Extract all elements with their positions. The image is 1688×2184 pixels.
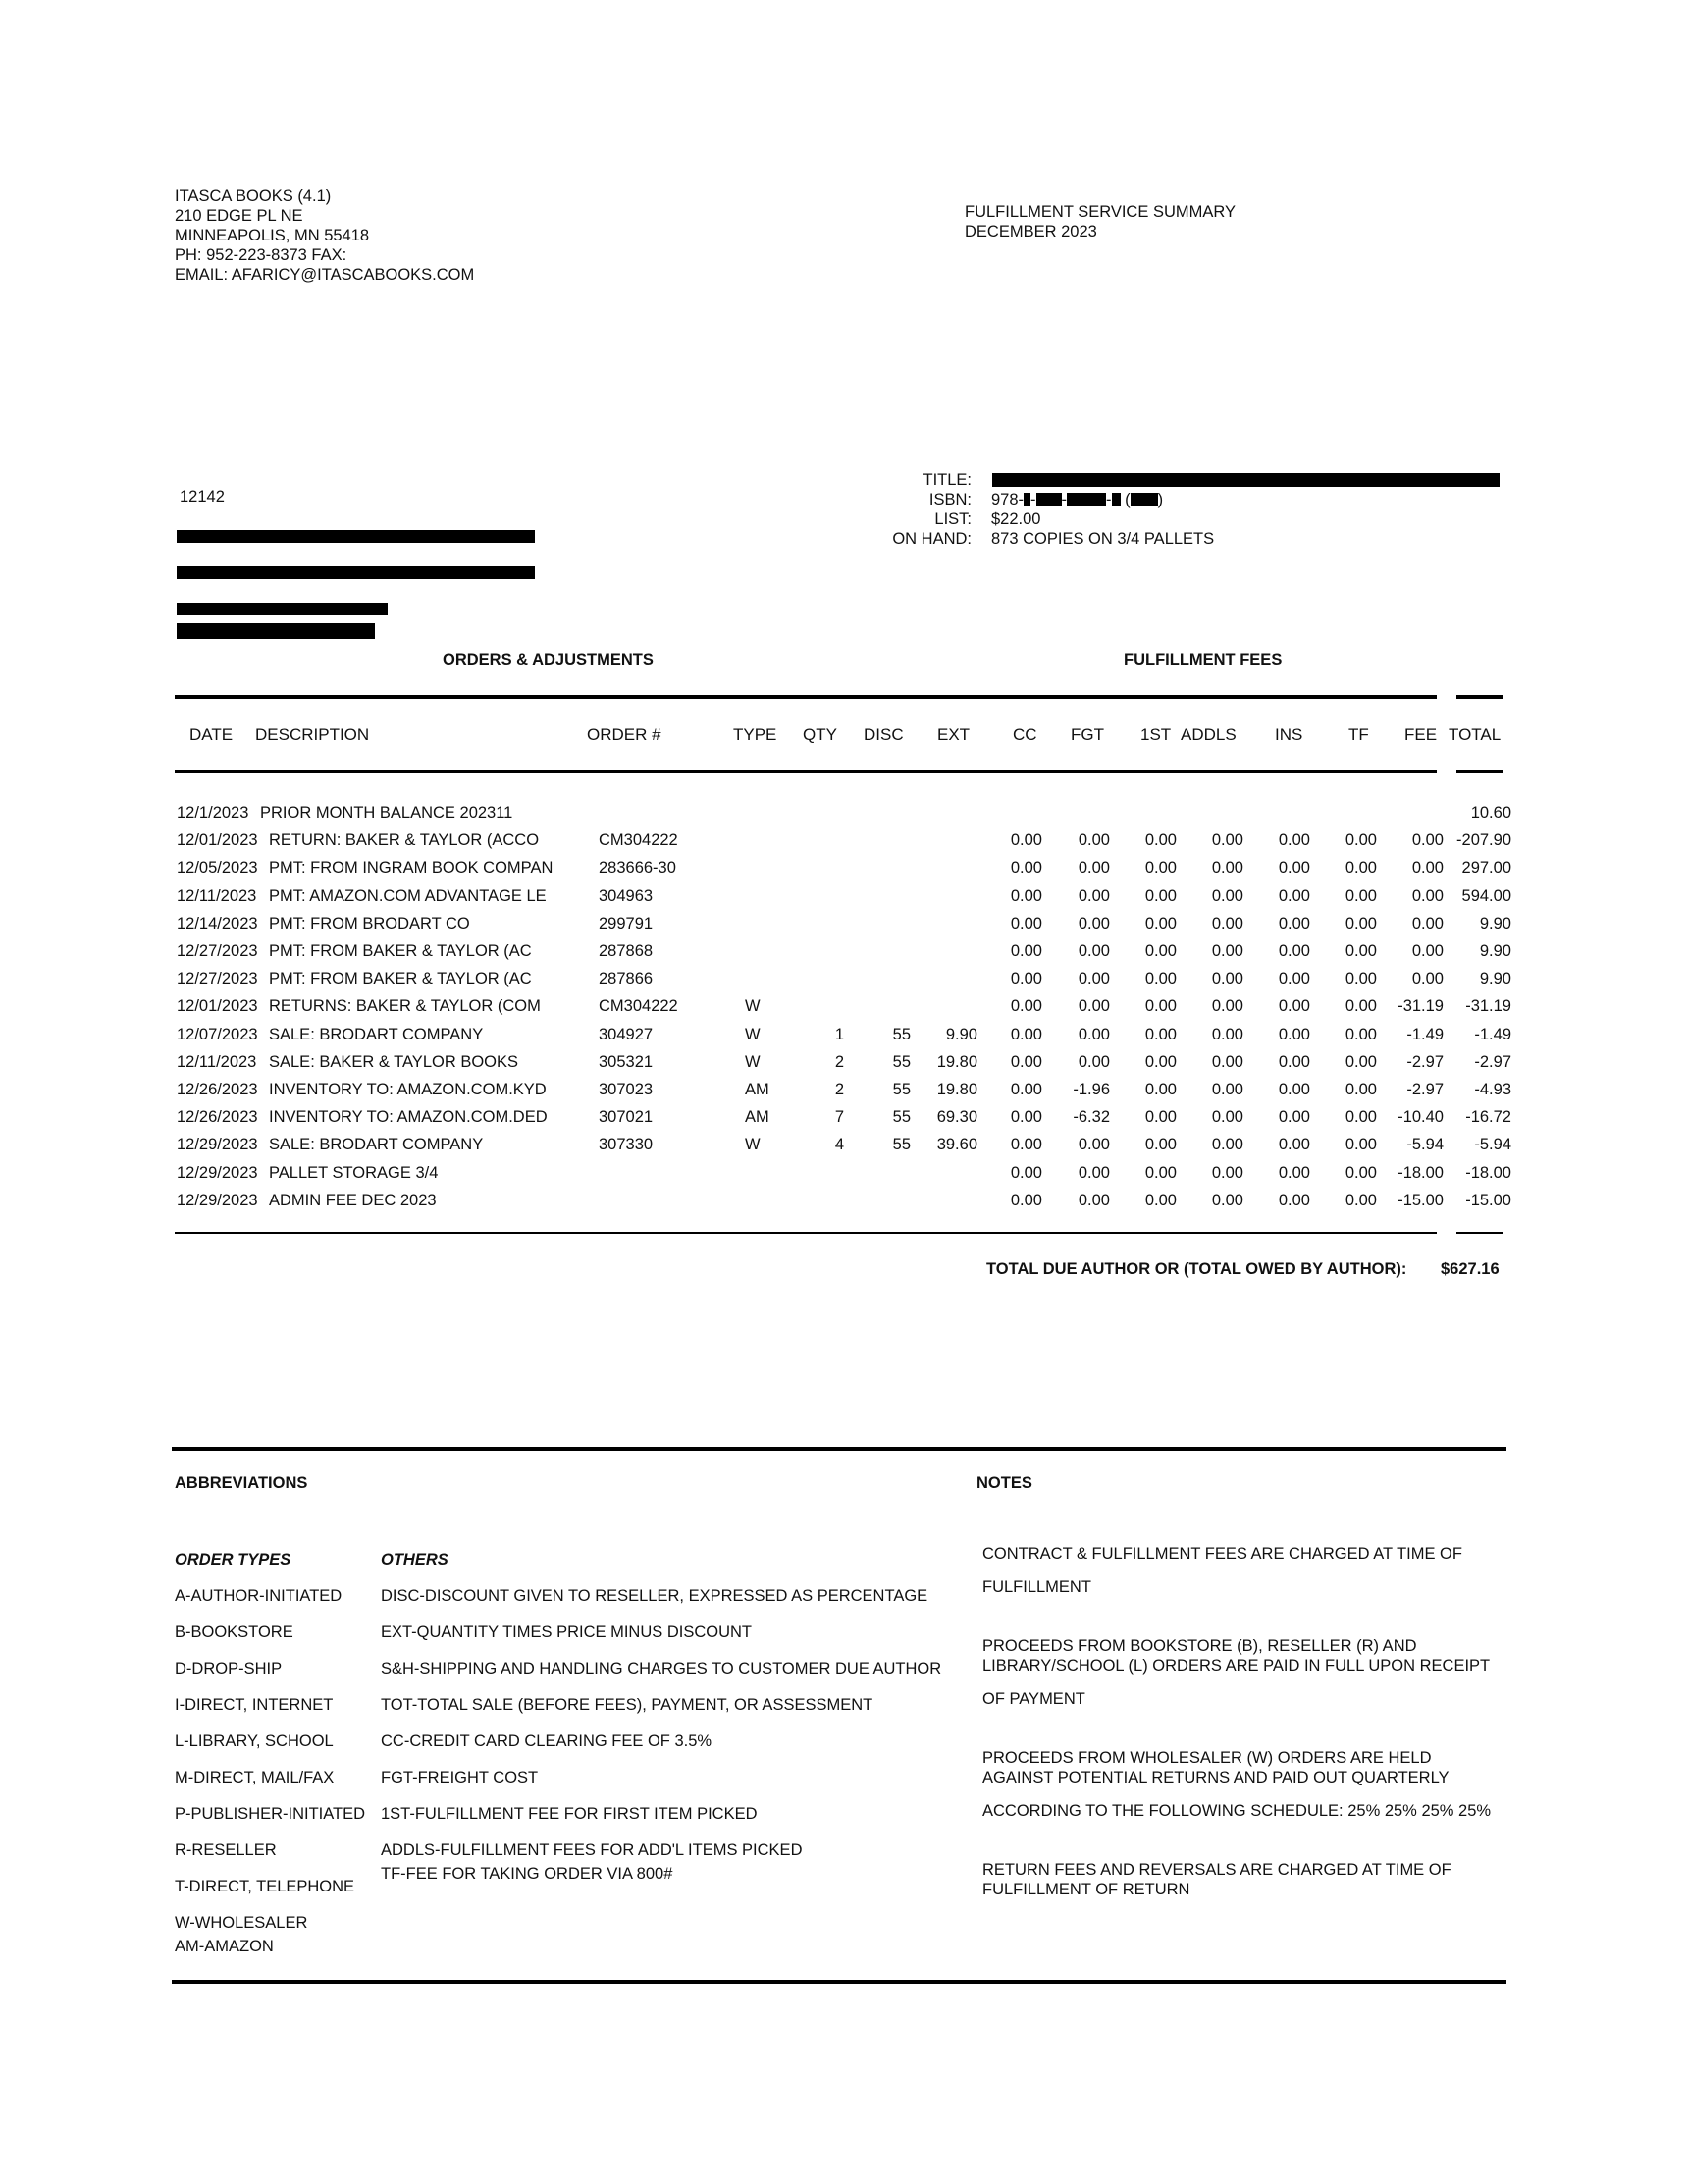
cell-disc: 55 (892, 1108, 911, 1127)
col-description: DESCRIPTION (255, 725, 370, 744)
cell-date: 12/05/2023 (177, 859, 258, 878)
cell-ext: 19.80 (936, 1081, 977, 1098)
cell-order: CM304222 (599, 831, 678, 850)
cell-fgt: 0.00 (1078, 970, 1110, 988)
order-type-item: P-PUBLISHER-INITIATED (175, 1805, 366, 1823)
redacted-address-line-2 (177, 566, 535, 579)
cell-disc: 55 (892, 1052, 911, 1071)
col-ext: EXT (937, 725, 971, 744)
col-date: DATE (189, 725, 234, 744)
col-disc: DISC (864, 725, 904, 744)
cell-desc: ADMIN FEE DEC 2023 (269, 1191, 437, 1209)
table-top-rule (175, 695, 1437, 699)
redacted-title (992, 473, 1500, 487)
cell-addls: 0.00 (1211, 1136, 1243, 1154)
order-type-item: R-RESELLER (175, 1841, 277, 1859)
cell-fee: -31.19 (1398, 997, 1444, 1016)
cell-addls: 0.00 (1211, 831, 1243, 850)
cell-cc: 0.00 (1010, 1052, 1042, 1071)
order-type-item: W-WHOLESALER (175, 1914, 308, 1932)
order-type-item: D-DROP-SHIP (175, 1660, 283, 1678)
orders-adjustments-heading: ORDERS & ADJUSTMENTS (443, 651, 654, 668)
cell-cc: 0.00 (1010, 1081, 1042, 1098)
cell-cc: 0.00 (1010, 1136, 1042, 1154)
cell-fgt: 0.00 (1078, 1163, 1110, 1182)
redacted-isbn-check (1112, 493, 1121, 506)
table-row (0, 1135, 1688, 1162)
cell-cc: 0.00 (1010, 914, 1042, 932)
company-name: ITASCA BOOKS (4.1) (175, 187, 332, 205)
cell-addls: 0.00 (1211, 1163, 1243, 1182)
cell-total: -4.93 (1474, 1081, 1511, 1098)
col-ins: INS (1275, 725, 1303, 744)
cell-addls: 0.00 (1211, 859, 1243, 878)
account-number: 12142 (180, 488, 225, 506)
cell-ext: 69.30 (936, 1108, 977, 1127)
cell-first: 0.00 (1144, 942, 1177, 960)
cell-order: 283666-30 (599, 859, 676, 878)
table-bottom-rule-total (1456, 1232, 1503, 1234)
cell-tf: 0.00 (1345, 886, 1377, 905)
cell-tf: 0.00 (1345, 859, 1377, 878)
cell-fgt: 0.00 (1078, 831, 1110, 850)
cell-order: 305321 (599, 1052, 654, 1071)
report-header (965, 202, 1236, 241)
table-row (0, 1052, 1688, 1080)
cell-type: W (745, 1136, 761, 1154)
others-item: CC-CREDIT CARD CLEARING FEE OF 3.5% (381, 1732, 712, 1750)
cell-first: 0.00 (1144, 1025, 1177, 1043)
cell-tf: 0.00 (1345, 942, 1377, 960)
cell-order: 307330 (599, 1136, 654, 1154)
cell-qty: 7 (834, 1108, 844, 1127)
table-row (0, 1080, 1688, 1107)
cell-first: 0.00 (1144, 997, 1177, 1016)
cell-desc: SALE: BAKER & TAYLOR BOOKS (269, 1052, 519, 1071)
redacted-isbn-group-3 (1067, 493, 1106, 506)
isbn-value: 978- - - - ( ) (991, 491, 1164, 508)
table-top-rule-total (1456, 695, 1503, 699)
cell-date: 12/26/2023 (177, 1108, 258, 1127)
redacted-isbn-group-1 (1024, 493, 1030, 506)
cell-desc: PMT: FROM INGRAM BOOK COMPAN (269, 859, 554, 878)
cell-first: 0.00 (1144, 886, 1177, 905)
cell-cc: 0.00 (1010, 1163, 1042, 1182)
cell-addls: 0.00 (1211, 1052, 1243, 1071)
note-line: PROCEEDS FROM BOOKSTORE (B), RESELLER (R) AND (982, 1637, 1417, 1655)
report-title: FULFILLMENT SERVICE SUMMARY (965, 203, 1236, 221)
note-line: OF PAYMENT (982, 1690, 1085, 1708)
cell-tf: 0.00 (1345, 1052, 1377, 1071)
cell-total: -5.94 (1474, 1136, 1511, 1154)
cell-ins: 0.00 (1278, 886, 1310, 905)
list-label: LIST: (934, 510, 972, 528)
cell-date: 12/27/2023 (177, 970, 258, 988)
cell-date: 12/11/2023 (177, 886, 257, 905)
company-address (175, 186, 474, 285)
notes-heading: NOTES (976, 1474, 1032, 1492)
cell-addls: 0.00 (1211, 970, 1243, 988)
cell-fee: 0.00 (1411, 914, 1444, 932)
cell-addls: 0.00 (1211, 942, 1243, 960)
cell-fgt: 0.00 (1078, 942, 1110, 960)
cell-type: AM (745, 1108, 769, 1127)
fulfillment-fees-heading: FULFILLMENT FEES (1124, 651, 1283, 668)
cell-desc: RETURN: BAKER & TAYLOR (ACCO (269, 831, 540, 850)
cell-first: 0.00 (1144, 914, 1177, 932)
cell-desc: PALLET STORAGE 3/4 (269, 1163, 439, 1182)
cell-first: 0.00 (1144, 1136, 1177, 1154)
cell-cc: 0.00 (1010, 1108, 1042, 1127)
cell-qty: 4 (834, 1136, 844, 1154)
col-order: ORDER # (587, 725, 661, 744)
cell-desc: SALE: BRODART COMPANY (269, 1136, 484, 1154)
table-row (0, 1163, 1688, 1191)
on-hand-value: 873 COPIES ON 3/4 PALLETS (991, 530, 1215, 548)
cell-date: 12/07/2023 (177, 1025, 258, 1043)
col-fgt: FGT (1071, 725, 1104, 744)
cell-desc: RETURNS: BAKER & TAYLOR (COM (269, 997, 541, 1016)
cell-desc: PMT: FROM BAKER & TAYLOR (AC (269, 942, 532, 960)
note-line: ACCORDING TO THE FOLLOWING SCHEDULE: 25% 25% 25% 25% (982, 1802, 1492, 1820)
note-line: RETURN FEES AND REVERSALS ARE CHARGED AT TIME OF (982, 1861, 1451, 1879)
cell-addls: 0.00 (1211, 886, 1243, 905)
company-street: 210 EDGE PL NE (175, 207, 303, 225)
others-item: TOT-TOTAL SALE (BEFORE FEES), PAYMENT, OR ASSESSMENT (381, 1696, 873, 1714)
cell-total: 297.00 (1461, 859, 1511, 878)
company-phone: PH: 952-223-8373 FAX: (175, 246, 347, 264)
cell-cc: 0.00 (1010, 1025, 1042, 1043)
abbreviations-top-rule (172, 1447, 1506, 1451)
cell-disc: 55 (892, 1081, 911, 1098)
cell-tf: 0.00 (1345, 1136, 1377, 1154)
cell-order: 287866 (599, 970, 654, 988)
cell-disc: 55 (892, 1136, 911, 1154)
table-row (0, 969, 1688, 996)
order-types-heading: ORDER TYPES (175, 1551, 291, 1569)
cell-ins: 0.00 (1278, 1052, 1310, 1071)
cell-total: -207.90 (1456, 831, 1511, 850)
cell-addls: 0.00 (1211, 1081, 1243, 1098)
cell-fee: 0.00 (1411, 942, 1444, 960)
table-row (0, 1191, 1688, 1218)
report-period: DECEMBER 2023 (965, 223, 1097, 240)
cell-tf: 0.00 (1345, 914, 1377, 932)
col-first: 1ST (1140, 725, 1172, 744)
cell-total: 10.60 (1470, 804, 1511, 822)
cell-date: 12/11/2023 (177, 1052, 257, 1071)
cell-qty: 2 (834, 1081, 844, 1098)
cell-fee: -10.40 (1398, 1108, 1444, 1127)
cell-addls: 0.00 (1211, 997, 1243, 1016)
cell-total: 9.90 (1479, 914, 1511, 932)
cell-addls: 0.00 (1211, 1108, 1243, 1127)
cell-first: 0.00 (1144, 1108, 1177, 1127)
total-due-value: $627.16 (1441, 1260, 1500, 1278)
others-item: TF-FEE FOR TAKING ORDER VIA 800# (381, 1865, 673, 1883)
others-item: S&H-SHIPPING AND HANDLING CHARGES TO CUSTOMER DUE AUTHOR (381, 1660, 942, 1678)
cell-ins: 0.00 (1278, 1081, 1310, 1098)
order-type-item: M-DIRECT, MAIL/FAX (175, 1769, 335, 1786)
cell-ins: 0.00 (1278, 1136, 1310, 1154)
cell-addls: 0.00 (1211, 914, 1243, 932)
table-bottom-rule (175, 1232, 1437, 1234)
cell-cc: 0.00 (1010, 1191, 1042, 1209)
cell-ext: 9.90 (945, 1025, 977, 1043)
cell-date: 12/29/2023 (177, 1191, 258, 1209)
others-item: 1ST-FULFILLMENT FEE FOR FIRST ITEM PICKED (381, 1805, 758, 1823)
cell-ins: 0.00 (1278, 1025, 1310, 1043)
cell-ins: 0.00 (1278, 1108, 1310, 1127)
cell-fgt: -6.32 (1073, 1108, 1110, 1127)
cell-qty: 2 (834, 1052, 844, 1071)
cell-type: W (745, 997, 761, 1016)
col-fee: FEE (1404, 725, 1438, 744)
cell-desc: PMT: AMAZON.COM ADVANTAGE LE (269, 886, 547, 905)
cell-tf: 0.00 (1345, 997, 1377, 1016)
cell-ext: 39.60 (936, 1136, 977, 1154)
cell-total: -18.00 (1465, 1163, 1511, 1182)
cell-fee: -2.97 (1406, 1081, 1444, 1098)
note-line: PROCEEDS FROM WHOLESALER (W) ORDERS ARE HELD (982, 1749, 1432, 1767)
cell-desc: PRIOR MONTH BALANCE 202311 (260, 804, 513, 822)
company-city: MINNEAPOLIS, MN 55418 (175, 227, 370, 244)
cell-fee: -5.94 (1406, 1136, 1444, 1154)
cell-total: -31.19 (1465, 997, 1511, 1016)
redacted-address-line-4 (177, 623, 375, 639)
table-row (0, 1107, 1688, 1135)
cell-qty: 1 (834, 1025, 844, 1043)
cell-fgt: 0.00 (1078, 1052, 1110, 1071)
cell-first: 0.00 (1144, 859, 1177, 878)
cell-ins: 0.00 (1278, 1163, 1310, 1182)
others-heading: OTHERS (381, 1551, 448, 1569)
order-type-item: B-BOOKSTORE (175, 1624, 293, 1641)
cell-ins: 0.00 (1278, 997, 1310, 1016)
cell-fee: -15.00 (1398, 1191, 1444, 1209)
cell-fgt: 0.00 (1078, 1191, 1110, 1209)
cell-tf: 0.00 (1345, 1025, 1377, 1043)
cell-total: -1.49 (1474, 1025, 1511, 1043)
table-row (0, 941, 1688, 969)
redacted-isbn-group-2 (1036, 493, 1062, 506)
cell-tf: 0.00 (1345, 1191, 1377, 1209)
order-type-item: AM-AMAZON (175, 1938, 274, 1955)
table-row (0, 858, 1688, 885)
cell-fee: 0.00 (1411, 831, 1444, 850)
note-line: AGAINST POTENTIAL RETURNS AND PAID OUT QUARTERLY (982, 1769, 1450, 1786)
cell-fee: -18.00 (1398, 1163, 1444, 1182)
table-row (0, 996, 1688, 1024)
cell-tf: 0.00 (1345, 1081, 1377, 1098)
redacted-address-line-3 (177, 603, 388, 615)
cell-fee: 0.00 (1411, 886, 1444, 905)
col-tf: TF (1348, 725, 1369, 744)
table-header-bottom-rule (175, 770, 1437, 773)
cell-order: 307021 (599, 1108, 654, 1127)
cell-ext: 19.80 (936, 1052, 977, 1071)
cell-addls: 0.00 (1211, 1025, 1243, 1043)
cell-order: 287868 (599, 942, 654, 960)
cell-date: 12/26/2023 (177, 1081, 258, 1098)
cell-cc: 0.00 (1010, 942, 1042, 960)
cell-ins: 0.00 (1278, 831, 1310, 850)
col-type: TYPE (733, 725, 777, 744)
on-hand-label: ON HAND: (892, 530, 972, 548)
cell-total: -2.97 (1474, 1052, 1511, 1071)
cell-order: 307023 (599, 1081, 654, 1098)
cell-total: 9.90 (1479, 942, 1511, 960)
cell-first: 0.00 (1144, 1052, 1177, 1071)
cell-order: 304927 (599, 1025, 654, 1043)
isbn-prefix: 978- (991, 491, 1025, 508)
table-row (0, 914, 1688, 941)
table-header-bottom-rule-total (1456, 770, 1503, 773)
cell-fgt: 0.00 (1078, 997, 1110, 1016)
cell-tf: 0.00 (1345, 970, 1377, 988)
cell-desc: PMT: FROM BAKER & TAYLOR (AC (269, 970, 532, 988)
cell-cc: 0.00 (1010, 886, 1042, 905)
title-label: TITLE: (923, 471, 972, 489)
table-row (0, 886, 1688, 914)
redacted-address-line-1 (177, 530, 535, 543)
isbn-label: ISBN: (928, 491, 972, 508)
cell-ins: 0.00 (1278, 1191, 1310, 1209)
cell-desc: PMT: FROM BRODART CO (269, 914, 470, 932)
order-type-item: L-LIBRARY, SCHOOL (175, 1732, 334, 1750)
redacted-isbn-format (1131, 493, 1158, 506)
cell-cc: 0.00 (1010, 970, 1042, 988)
cell-date: 12/01/2023 (177, 831, 258, 850)
cell-date: 12/29/2023 (177, 1136, 258, 1154)
cell-first: 0.00 (1144, 970, 1177, 988)
abbreviations-bottom-rule (172, 1980, 1506, 1984)
cell-total: 9.90 (1479, 970, 1511, 988)
abbreviations-heading: ABBREVIATIONS (175, 1474, 308, 1492)
cell-addls: 0.00 (1211, 1191, 1243, 1209)
list-price: $22.00 (991, 510, 1041, 528)
cell-tf: 0.00 (1345, 1163, 1377, 1182)
cell-first: 0.00 (1144, 831, 1177, 850)
cell-tf: 0.00 (1345, 1108, 1377, 1127)
cell-fee: 0.00 (1411, 859, 1444, 878)
note-line: FULFILLMENT (982, 1578, 1091, 1596)
cell-order: CM304222 (599, 997, 678, 1016)
cell-type: W (745, 1052, 761, 1071)
note-line: LIBRARY/SCHOOL (L) ORDERS ARE PAID IN FULL UPON RECEIPT (982, 1657, 1491, 1675)
cell-date: 12/1/2023 (177, 804, 249, 822)
cell-cc: 0.00 (1010, 997, 1042, 1016)
cell-total: -16.72 (1465, 1108, 1511, 1127)
cell-type: W (745, 1025, 761, 1043)
cell-fee: -2.97 (1406, 1052, 1444, 1071)
cell-order: 304963 (599, 886, 654, 905)
order-type-item: T-DIRECT, TELEPHONE (175, 1878, 355, 1895)
cell-type: AM (745, 1081, 769, 1098)
order-type-item: A-AUTHOR-INITIATED (175, 1587, 343, 1605)
cell-ins: 0.00 (1278, 970, 1310, 988)
cell-fgt: -1.96 (1073, 1081, 1110, 1098)
table-row (0, 803, 1688, 830)
cell-first: 0.00 (1144, 1191, 1177, 1209)
col-addls: ADDLS (1181, 725, 1237, 744)
cell-desc: INVENTORY TO: AMAZON.COM.KYD (269, 1081, 547, 1098)
company-email: EMAIL: AFARICY@ITASCABOOKS.COM (175, 266, 475, 284)
cell-disc: 55 (892, 1025, 911, 1043)
cell-tf: 0.00 (1345, 831, 1377, 850)
cell-ins: 0.00 (1278, 942, 1310, 960)
cell-total: 594.00 (1461, 886, 1511, 905)
cell-date: 12/01/2023 (177, 997, 258, 1016)
note-line: CONTRACT & FULFILLMENT FEES ARE CHARGED AT TIME OF (982, 1545, 1462, 1563)
cell-fgt: 0.00 (1078, 914, 1110, 932)
total-due-label: TOTAL DUE AUTHOR OR (TOTAL OWED BY AUTHOR): (986, 1260, 1407, 1278)
table-row (0, 830, 1688, 858)
cell-cc: 0.00 (1010, 831, 1042, 850)
cell-fee: 0.00 (1411, 970, 1444, 988)
others-item: DISC-DISCOUNT GIVEN TO RESELLER, EXPRESSED AS PERCENTAGE (381, 1587, 928, 1605)
cell-fgt: 0.00 (1078, 859, 1110, 878)
cell-date: 12/29/2023 (177, 1163, 258, 1182)
cell-order: 299791 (599, 914, 654, 932)
col-qty: QTY (803, 725, 837, 744)
cell-first: 0.00 (1144, 1081, 1177, 1098)
cell-date: 12/27/2023 (177, 942, 258, 960)
cell-desc: INVENTORY TO: AMAZON.COM.DED (269, 1108, 548, 1127)
col-cc: CC (1013, 725, 1037, 744)
cell-desc: SALE: BRODART COMPANY (269, 1025, 484, 1043)
cell-cc: 0.00 (1010, 859, 1042, 878)
cell-fgt: 0.00 (1078, 1136, 1110, 1154)
others-item: EXT-QUANTITY TIMES PRICE MINUS DISCOUNT (381, 1624, 753, 1641)
col-total: TOTAL (1449, 725, 1502, 744)
cell-first: 0.00 (1144, 1163, 1177, 1182)
note-line: FULFILLMENT OF RETURN (982, 1881, 1190, 1898)
cell-fgt: 0.00 (1078, 886, 1110, 905)
others-item: ADDLS-FULFILLMENT FEES FOR ADD'L ITEMS PICKED (381, 1841, 803, 1859)
table-row (0, 1025, 1688, 1052)
cell-fee: -1.49 (1406, 1025, 1444, 1043)
cell-fgt: 0.00 (1078, 1025, 1110, 1043)
cell-ins: 0.00 (1278, 914, 1310, 932)
cell-ins: 0.00 (1278, 859, 1310, 878)
cell-total: -15.00 (1465, 1191, 1511, 1209)
others-item: FGT-FREIGHT COST (381, 1769, 539, 1786)
order-type-item: I-DIRECT, INTERNET (175, 1696, 334, 1714)
cell-date: 12/14/2023 (177, 914, 258, 932)
